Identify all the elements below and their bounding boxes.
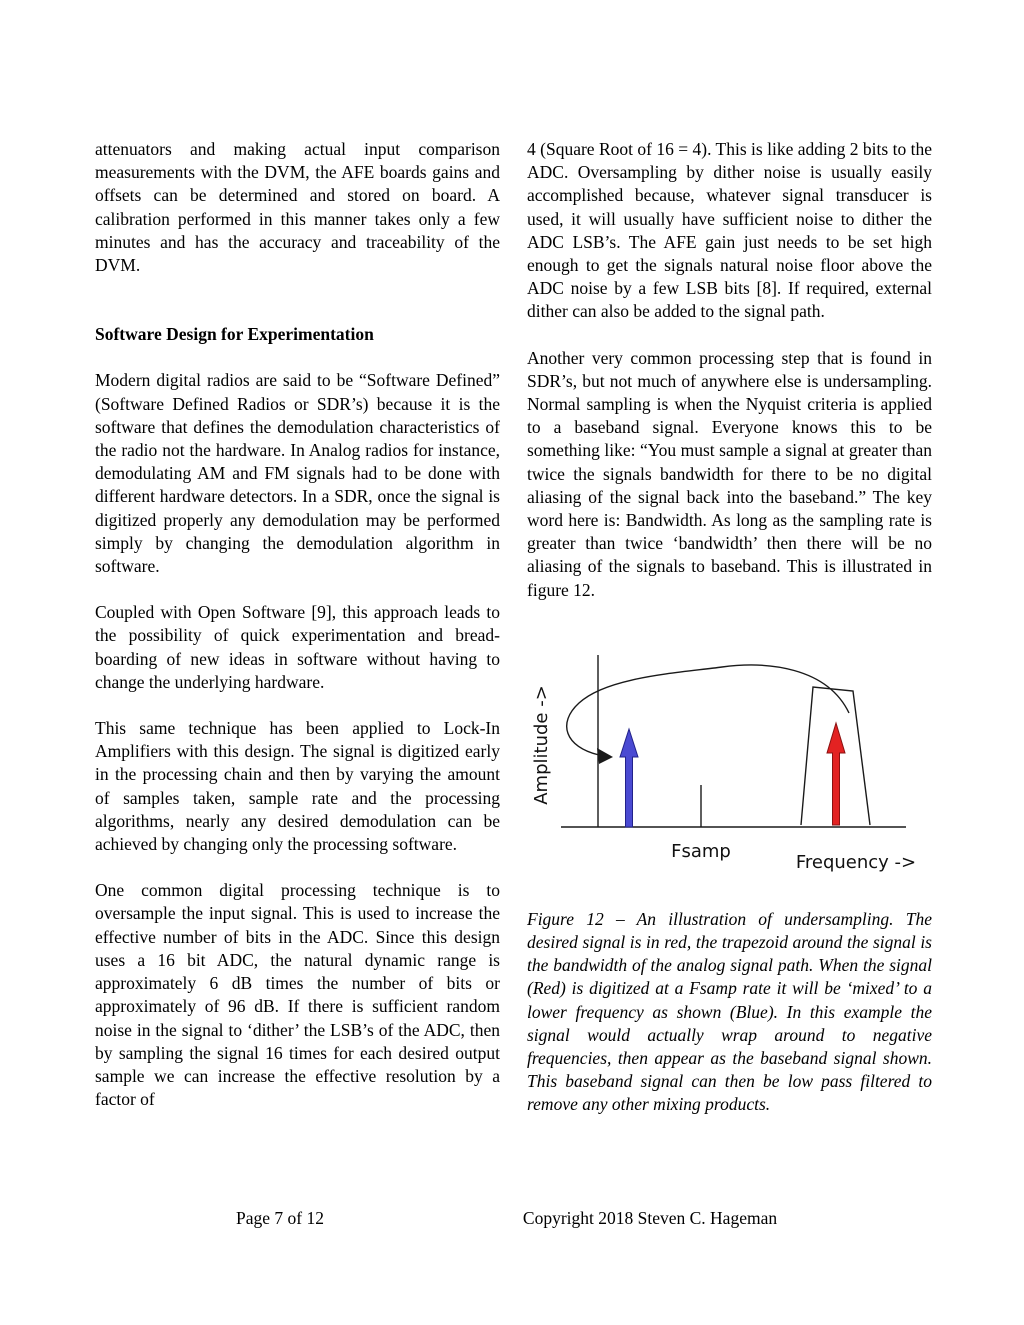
two-column-body: [95, 138, 932, 1140]
red-signal-arrow: [827, 723, 845, 825]
figure-12: [527, 625, 932, 890]
section-heading: Software Design for Experimentation: [95, 324, 374, 345]
paragraph-oversample: One common digital processing technique is to oversample the input signal. This is used to increase the effective number of bits in the ADC. Since this design uses a 16 bit ADC, the natural dynamic range is approximately 6 dB times the number of bits or approximately of 96 dB. If there is sufficient random noise in the signal to ‘dither’ the LSB’s of the ADC, then by sampling the signal 16 times for each desired output sample we can increase the effective resolution by a factor of: [95, 880, 500, 1110]
fsamp-label: Fsamp: [671, 840, 731, 862]
paragraph-undersampling: Another very common processing step that is found in SDR’s, but not much of anywhere else is undersampling. Normal sampling is when the Nyquist criteria is applied to a baseband signal. Everyone knows this to be something like: “You must sample a signal at greater than twice the signals bandwidth for there to be no digital aliasing of the signal back into the baseband.” The key word here is: Bandwidth. As long as the sampling rate is greater than twice ‘bandwidth’ then there will be no aliasing of the signals to baseband. This is illustrated in figure 12.: [527, 347, 932, 600]
paragraph-oversample-continued: 4 (Square Root of 16 = 4). This is like adding 2 bits to the ADC. Oversampling by dither noise is usually easily accomplished because, whatever signal transducer is used, it will usually have sufficient noise to dither the ADC LSB’s. The AFE gain just needs to be set high enough to get the signals natural noise floor above the ADC noise by a few LSB bits [8]. If required, external dither can also be added to the signal path.: [527, 139, 932, 322]
undersampling-diagram: [527, 625, 932, 890]
paragraph-lockin: This same technique has been applied to Lock-In Amplifiers with this design. The signal is digitized early in the processing chain and then by varying the amount of samples taken, sample rate and the processing algorithms, nearly any desired demodulation can be achieved by changing only the processing software.: [95, 718, 500, 855]
paragraph-sdr: Modern digital radios are said to be “Software Defined” (Software Defined Radios or SDR’s) because it is the software that defines the demodulation characteristics of the radio not the hardware. In Analog radios for instance, demodulating AM and FM signals had to be done with different hardware detectors. In a SDR, once the signal is digitized properly any demodulation may be performed simply by changing the demodulation algorithm in software.: [95, 370, 500, 577]
amplitude-axis-label: Amplitude ->: [531, 685, 552, 805]
page-number: Page 7 of 12: [236, 1208, 324, 1228]
copyright-notice: Copyright 2018 Steven C. Hageman: [522, 1208, 778, 1228]
frequency-axis-label: Frequency ->: [795, 851, 917, 873]
mixing-curve-arrowhead-icon: [597, 748, 613, 764]
paragraph-open-software: Coupled with Open Software [9], this approach leads to the possibility of quick experimentation and bread-boarding of new ideas in software without having to change the underlying hardware.: [95, 602, 500, 692]
right-column: [527, 138, 932, 1140]
left-column: [95, 138, 500, 1140]
blue-signal-arrow: [620, 729, 638, 827]
figure-caption: Figure 12 – An illustration of undersampling. The desired signal is in red, the trapezoid around the signal is the bandwidth of the analog signal path. When the signal (Red) is digitized at a Fsamp rate it will be ‘mixed’ to a lower frequency as shown (Blue). In this example the signal would actually wrap around to negative frequencies, then appear as the baseband signal shown. This baseband signal can then be low pass filtered to remove any other mixing products.: [527, 908, 932, 1115]
paragraph-calibration: attenuators and making actual input comparison measurements with the DVM, the AFE boards gains and offsets can be determined and stored on board. A calibration performed in this manner takes only a few minutes and has the accuracy and traceability of the DVM.: [95, 139, 500, 276]
mixing-curve: [567, 665, 849, 755]
